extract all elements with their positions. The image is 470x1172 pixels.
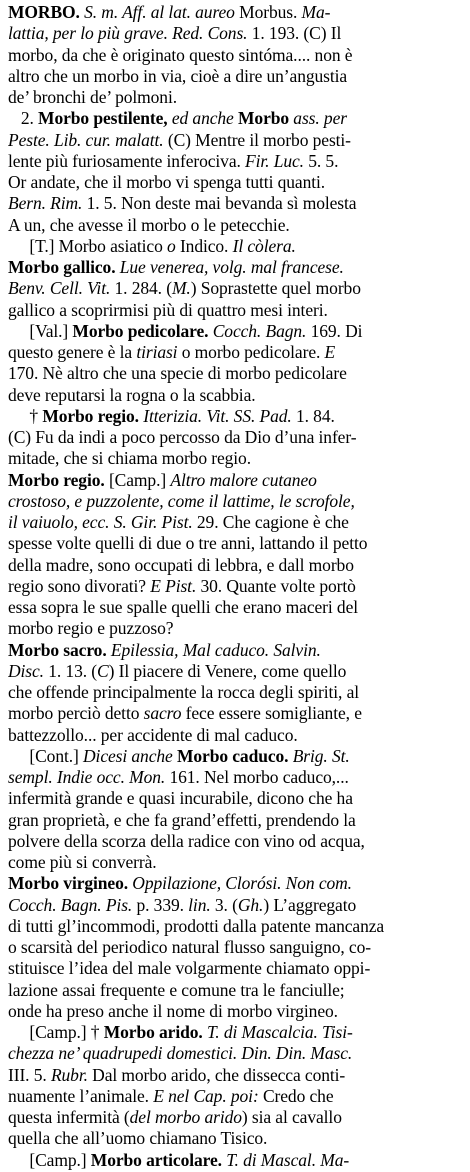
italic-text: ed anche xyxy=(171,108,238,129)
text-run: della madre, sono occupati di lebbra, e dall morbo xyxy=(8,554,354,575)
italic-text: E Pist. xyxy=(150,575,201,596)
text-run: gallico a scoprirmisi più di quattro mesi interi. xyxy=(8,299,328,320)
text-line xyxy=(8,618,462,639)
italic-text: Il còlera. xyxy=(232,235,296,256)
italic-text: o xyxy=(167,235,180,256)
text-line xyxy=(8,725,462,746)
text-line xyxy=(8,172,462,193)
italic-text: E xyxy=(324,342,336,362)
text-line xyxy=(8,640,462,661)
italic-text: lattia, per lo più grave. Red. Cons. xyxy=(8,23,252,44)
text-line xyxy=(8,215,462,236)
italic-text: sacro xyxy=(143,703,186,724)
italic-text: Cocch. Bagn. Pis. xyxy=(8,894,137,915)
text-run: de’ bronchi de’ polmoni. xyxy=(8,87,177,107)
text-run: fece essere somigliante, e xyxy=(185,703,362,724)
text-line xyxy=(8,363,462,384)
italic-text: E nel Cap. poi: xyxy=(153,1085,263,1106)
text-line xyxy=(8,661,462,682)
text-run: 1. 13. ( xyxy=(48,660,98,681)
text-run: gran proprietà, e che fa grand’effetti, prendendo la xyxy=(8,809,356,830)
text-run: III. 5. xyxy=(8,1064,51,1085)
text-run: 30. Quante volte portò xyxy=(200,575,356,596)
text-line xyxy=(8,385,462,406)
text-run: 2. xyxy=(8,108,39,129)
italic-text: del morbo arido xyxy=(129,1107,242,1127)
text-line xyxy=(8,873,462,894)
text-run: ) Soprastette quel morbo xyxy=(190,278,361,299)
text-line xyxy=(8,980,462,1001)
text-run: quella che all’uomo chiamano Tisico. xyxy=(8,1128,268,1149)
text-run: 5. 5. xyxy=(308,150,339,171)
text-run: ) sia al cavallo xyxy=(241,1107,342,1127)
text-line xyxy=(8,1107,462,1128)
headword-text: Morbo articolare. xyxy=(90,1149,227,1170)
text-run: A un, che avesse il morbo o le petecchie. xyxy=(8,214,290,235)
text-line xyxy=(8,470,462,491)
text-line xyxy=(8,810,462,831)
text-run: spesse volte quelli di due o tre anni, lattando il petto xyxy=(8,533,368,554)
text-line xyxy=(8,448,462,469)
headword-text: Morbo arido. xyxy=(103,1022,207,1042)
text-run: 3. ( xyxy=(214,894,238,915)
text-run: mitade, che si chiama morbo regio. xyxy=(8,448,251,469)
text-line xyxy=(8,278,462,299)
text-line xyxy=(8,831,462,852)
text-run: di tutti gl’incommodi, prodotti dalla patente mancanza xyxy=(8,915,385,936)
italic-text: Lue venerea, volg. mal francese. xyxy=(119,257,344,277)
text-run: come più si converrà. xyxy=(8,852,157,872)
text-line xyxy=(8,300,462,321)
text-line xyxy=(8,427,462,448)
italic-text: Itterizia. Vit. SS. Pad. xyxy=(143,405,296,426)
italic-text: Fir. Luc. xyxy=(245,150,309,171)
italic-text: Dicesi anche xyxy=(83,745,177,766)
text-run: [Cont.] xyxy=(8,745,84,766)
text-run: p. 339. xyxy=(136,894,189,915)
text-line xyxy=(8,1086,462,1107)
headword-text: Morbo pestilente, xyxy=(38,108,172,129)
italic-text: tiriasi xyxy=(136,342,182,362)
text-line xyxy=(8,1043,462,1064)
text-run: [Val.] xyxy=(8,320,73,341)
text-run: (C) Mentre il morbo pesti- xyxy=(167,129,351,150)
text-run: [Camp.] † xyxy=(8,1022,104,1042)
text-run: polvere della scorza della radice con vino od acqua, xyxy=(8,830,365,851)
headword-text: Morbo sacro. xyxy=(8,639,111,660)
text-run: stituisce l’idea del male volgarmente chiamato oppi- xyxy=(8,958,371,979)
italic-text: chezza ne’ quadrupedi domestici. Din. Din. Masc. xyxy=(8,1043,353,1064)
text-line xyxy=(8,852,462,873)
text-run: Indico. xyxy=(179,235,233,256)
text-line xyxy=(8,512,462,533)
text-run: battezzollo... per accidente di mal caduco. xyxy=(8,724,298,745)
italic-text: T. di Mascal. Ma- xyxy=(226,1149,350,1170)
headword-text: Morbo regio. xyxy=(8,469,109,490)
text-run: morbo, da che è originato questo sintóma.... non è xyxy=(8,44,353,65)
text-run: 170. Nè altro che una specie di morbo pedicolare xyxy=(8,363,347,384)
text-run: [Camp.] xyxy=(108,469,171,490)
text-line xyxy=(8,257,462,278)
headword-text: Morbo gallico. xyxy=(8,257,120,277)
headword-text: Morbo pedicolare. xyxy=(72,320,213,341)
text-line xyxy=(8,533,462,554)
text-line xyxy=(8,1065,462,1086)
italic-text: Gh. xyxy=(237,894,264,915)
text-line xyxy=(8,703,462,724)
italic-text: Ma- xyxy=(301,2,331,22)
text-run: ) L’aggregato xyxy=(263,894,357,915)
text-run: questa infermità ( xyxy=(8,1107,130,1127)
text-run: Credo che xyxy=(262,1085,334,1106)
text-line xyxy=(8,108,462,129)
text-line xyxy=(8,236,462,257)
text-run: 1. 284. ( xyxy=(114,278,172,299)
text-run: lazione assai frequente e comune tra le fanciulle; xyxy=(8,979,345,1000)
text-run: essa sopra le sue spalle quelli che erano maceri del xyxy=(8,597,358,617)
text-line xyxy=(8,2,462,23)
italic-text: M. xyxy=(171,278,191,299)
headword-text: Morbo caduco. xyxy=(176,745,293,766)
text-run: † xyxy=(8,405,43,426)
headword-text: Morbo virgineo. xyxy=(8,873,133,894)
text-run: Dal morbo arido, che dissecca conti- xyxy=(92,1064,346,1085)
text-run: (C) Fu da indi a poco percosso da Dio d’una infer- xyxy=(8,427,357,447)
text-line xyxy=(8,23,462,44)
italic-text: Altro malore cutaneo xyxy=(170,469,317,490)
text-line xyxy=(8,576,462,597)
text-run: 169. Di xyxy=(310,320,363,341)
text-line xyxy=(8,682,462,703)
italic-text: Benv. Cell. Vit. xyxy=(8,278,115,299)
text-run: ) Il piacere di Venere, come quello xyxy=(108,660,347,681)
text-run: morbo regio e puzzoso? xyxy=(8,618,174,639)
text-line xyxy=(8,746,462,767)
text-line xyxy=(8,87,462,108)
text-line xyxy=(8,788,462,809)
text-run: [T.] Morbo asiatico xyxy=(8,235,168,256)
italic-text: lin. xyxy=(188,894,215,915)
text-run: Or andate, che il morbo vi spenga tutti quanti. xyxy=(8,172,326,192)
text-line xyxy=(8,958,462,979)
text-line xyxy=(8,130,462,151)
headword-text: MORBO. xyxy=(8,2,85,22)
text-run: 161. Nel morbo caduco,... xyxy=(169,767,349,787)
text-run: o scarsità del periodico natural flusso sanguigno, co- xyxy=(8,937,371,957)
text-line xyxy=(8,151,462,172)
text-run: lente più furiosamente inferociva. xyxy=(8,150,246,171)
text-run: altro che un morbo in via, cioè a dire un’angustia xyxy=(8,65,348,86)
text-line xyxy=(8,895,462,916)
text-run: infermità grande e quasi incurabile, dicono che ha xyxy=(8,788,353,809)
text-run: regio sono divorati? xyxy=(8,575,151,596)
text-line xyxy=(8,767,462,788)
italic-text: ass. per xyxy=(293,108,347,129)
text-run: morbo perciò detto xyxy=(8,703,144,724)
text-line xyxy=(8,321,462,342)
text-line xyxy=(8,1001,462,1022)
text-run: [Camp.] xyxy=(8,1149,91,1170)
italic-text: sempl. Indie occ. Mon. xyxy=(8,767,170,787)
italic-text: il vaiuolo, ecc. S. Gir. Pist. xyxy=(8,512,197,532)
text-line xyxy=(8,406,462,427)
text-run: 1. 5. Non deste mai bevanda sì molesta xyxy=(86,193,357,214)
text-line xyxy=(8,916,462,937)
text-run: deve reputarsi la rogna o la scabbia. xyxy=(8,384,256,405)
italic-text: Epilessia, Mal caduco. Salvin. xyxy=(110,639,321,660)
text-line xyxy=(8,1150,462,1171)
headword-text: Morbo xyxy=(238,108,294,129)
italic-text: Rubr. xyxy=(50,1064,93,1085)
text-line xyxy=(8,597,462,618)
italic-text: crostoso, e puzzolente, come il lattime, le scrofole, xyxy=(8,490,355,511)
text-run: Morbus. xyxy=(239,2,302,22)
text-line xyxy=(8,491,462,512)
italic-text: Bern. Rim. xyxy=(8,193,87,214)
italic-text: Disc. xyxy=(8,660,49,681)
text-run: questo genere è la xyxy=(8,342,137,362)
text-run: 1. 193. (C) Il xyxy=(251,23,342,44)
text-line xyxy=(8,1022,462,1043)
text-line xyxy=(8,66,462,87)
text-run: che offende principalmente la rocca degli spiriti, al xyxy=(8,682,360,702)
italic-text: S. m. Aff. al lat. aureo xyxy=(84,2,240,22)
text-line xyxy=(8,45,462,66)
text-line xyxy=(8,937,462,958)
text-run: nuamente l’animale. xyxy=(8,1085,154,1106)
italic-text: Brig. St. xyxy=(292,745,350,766)
text-line xyxy=(8,1128,462,1149)
text-run: o morbo pedicolare. xyxy=(181,342,325,362)
text-line xyxy=(8,555,462,576)
text-run: 29. Che cagione è che xyxy=(196,512,349,532)
italic-text: C xyxy=(97,660,109,681)
italic-text: Oppilazione, Clorósi. Non com. xyxy=(132,873,352,894)
text-line xyxy=(8,193,462,214)
italic-text: Cocch. Bagn. xyxy=(212,320,311,341)
italic-text: Peste. Lib. cur. malatt. xyxy=(8,129,168,150)
text-line xyxy=(8,342,462,363)
text-run: onde ha preso anche il nome di morbo virgineo. xyxy=(8,1000,338,1021)
italic-text: T. di Mascalcia. Tisi- xyxy=(206,1022,353,1042)
text-run: 1. 84. xyxy=(295,405,335,426)
headword-text: Morbo regio. xyxy=(42,405,144,426)
